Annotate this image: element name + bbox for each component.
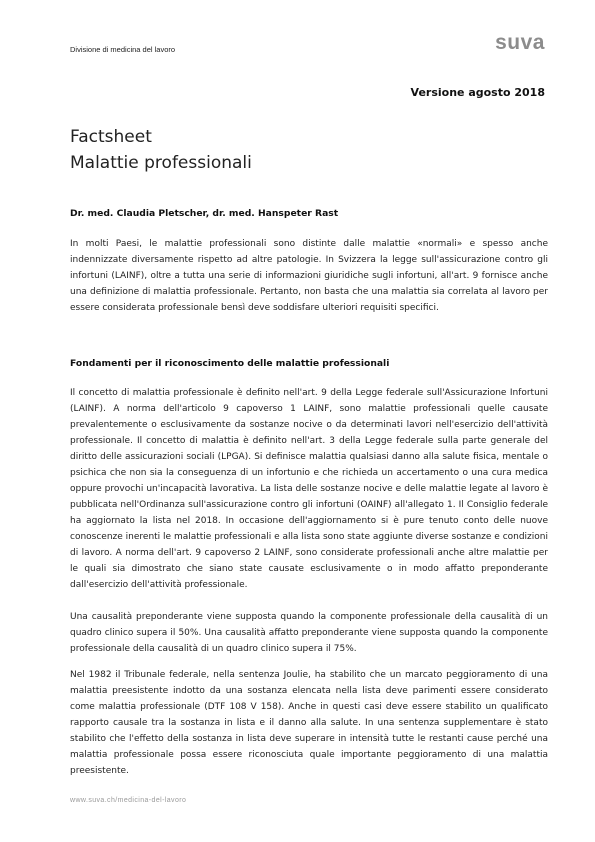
section-paragraph-3: Nel 1982 il Tribunale federale, nella sentenza Joulie, ha stabilito che un marcato peggioramento di una malattia preesistente indotto da una sostanza elencata nella lista deve parimenti essere considerato come malattia professionale (DTF 108 V 158). Anche in questi casi deve essere stabilito un qualificato rapporto causale tra la sostanza in lista e il danno alla salute. In una sentenza supplementare è stato stabilito che l'effetto della sostanza in lista deve superare in intensità tutte le restanti cause perché una malattia professionale possa essere riconosciuta quale importante peggioramento di una malattia preesistente. [70,670,548,776]
section-paragraph-2: Una causalità preponderante viene supposta quando la componente professionale della causalità di un quadro clinico supera il 50%. Una causalità affatto preponderante viene supposta quando la componente professionale della causalità di un quadro clinico supera il 75%. [70,612,548,654]
intro-paragraph: In molti Paesi, le malattie professionali sono distinte dalle malattie «normali» e spesso anche indennizzate diversamente rispetto ad altre patologie. In Svizzera la legge sull'assicurazione contro gli infortuni (LAINF), oltre a tutta una serie di informazioni giuridiche sugli infortuni, all'art. 9 fornisce anche una definizione di malattia professionale. Pertanto, non basta che una malattia sia correlata al lavoro per essere considerata professionale bensì deve soddisfare ulteriori requisiti specifici. [70,239,548,313]
suva-logo: suva [495,31,545,54]
footer-url[interactable]: www.suva.ch/medicina-del-lavoro [70,797,187,804]
page-title [70,124,252,176]
authors-line: Dr. med. Claudia Pletscher, dr. med. Hanspeter Rast [70,208,339,219]
section-paragraph-1: Il concetto di malattia professionale è definito nell'art. 9 della Legge federale sull'Assicurazione Infortuni (LAINF). A norma dell'articolo 9 capoverso 1 LAINF, sono malattie professionali quelle causate prevalentemente o esclusivamente da sostanze nocive o da determinati lavori nell'esercizio dell'attività professionale. Il concetto di malattia è definito nell'art. 3 della Legge federale sulla parte generale del diritto delle assicurazioni sociali (LPGA). Si definisce malattia qualsiasi danno alla salute fisica, mentale o psichica che non sia la conseguenza di un infortunio e che richieda un accertamento o una cura medica oppure provochi un'incapacità lavorativa. La lista delle sostanze nocive e delle malattie legate al lavoro è pubblicata nell'Ordinanza sull'assicurazione contro gli infortuni (OAINF) all'allegato 1. Il Consiglio federale ha aggiornato la lista nel 2018. In occasione dell'aggiornamento si è pure tenuto conto delle nuove conoscenze inerenti le malattie professionali e alla lista sono state aggiunte diverse sostanze e condizioni di lavoro. A norma dell'art. 9 capoverso 2 LAINF, sono considerate professionali anche altre malattie per le quali sia dimostrato che siano state causate esclusivamente o in modo affatto preponderante dall'esercizio dell'attività professionale. [70,388,548,590]
version-label: Versione agosto 2018 [410,86,545,99]
title-line-factsheet: Factsheet [70,127,152,147]
title-line-subject: Malattie professionali [70,153,252,173]
section-heading: Fondamenti per il riconoscimento delle malattie professionali [70,358,390,369]
division-label: Divisione di medicina del lavoro [70,45,176,54]
